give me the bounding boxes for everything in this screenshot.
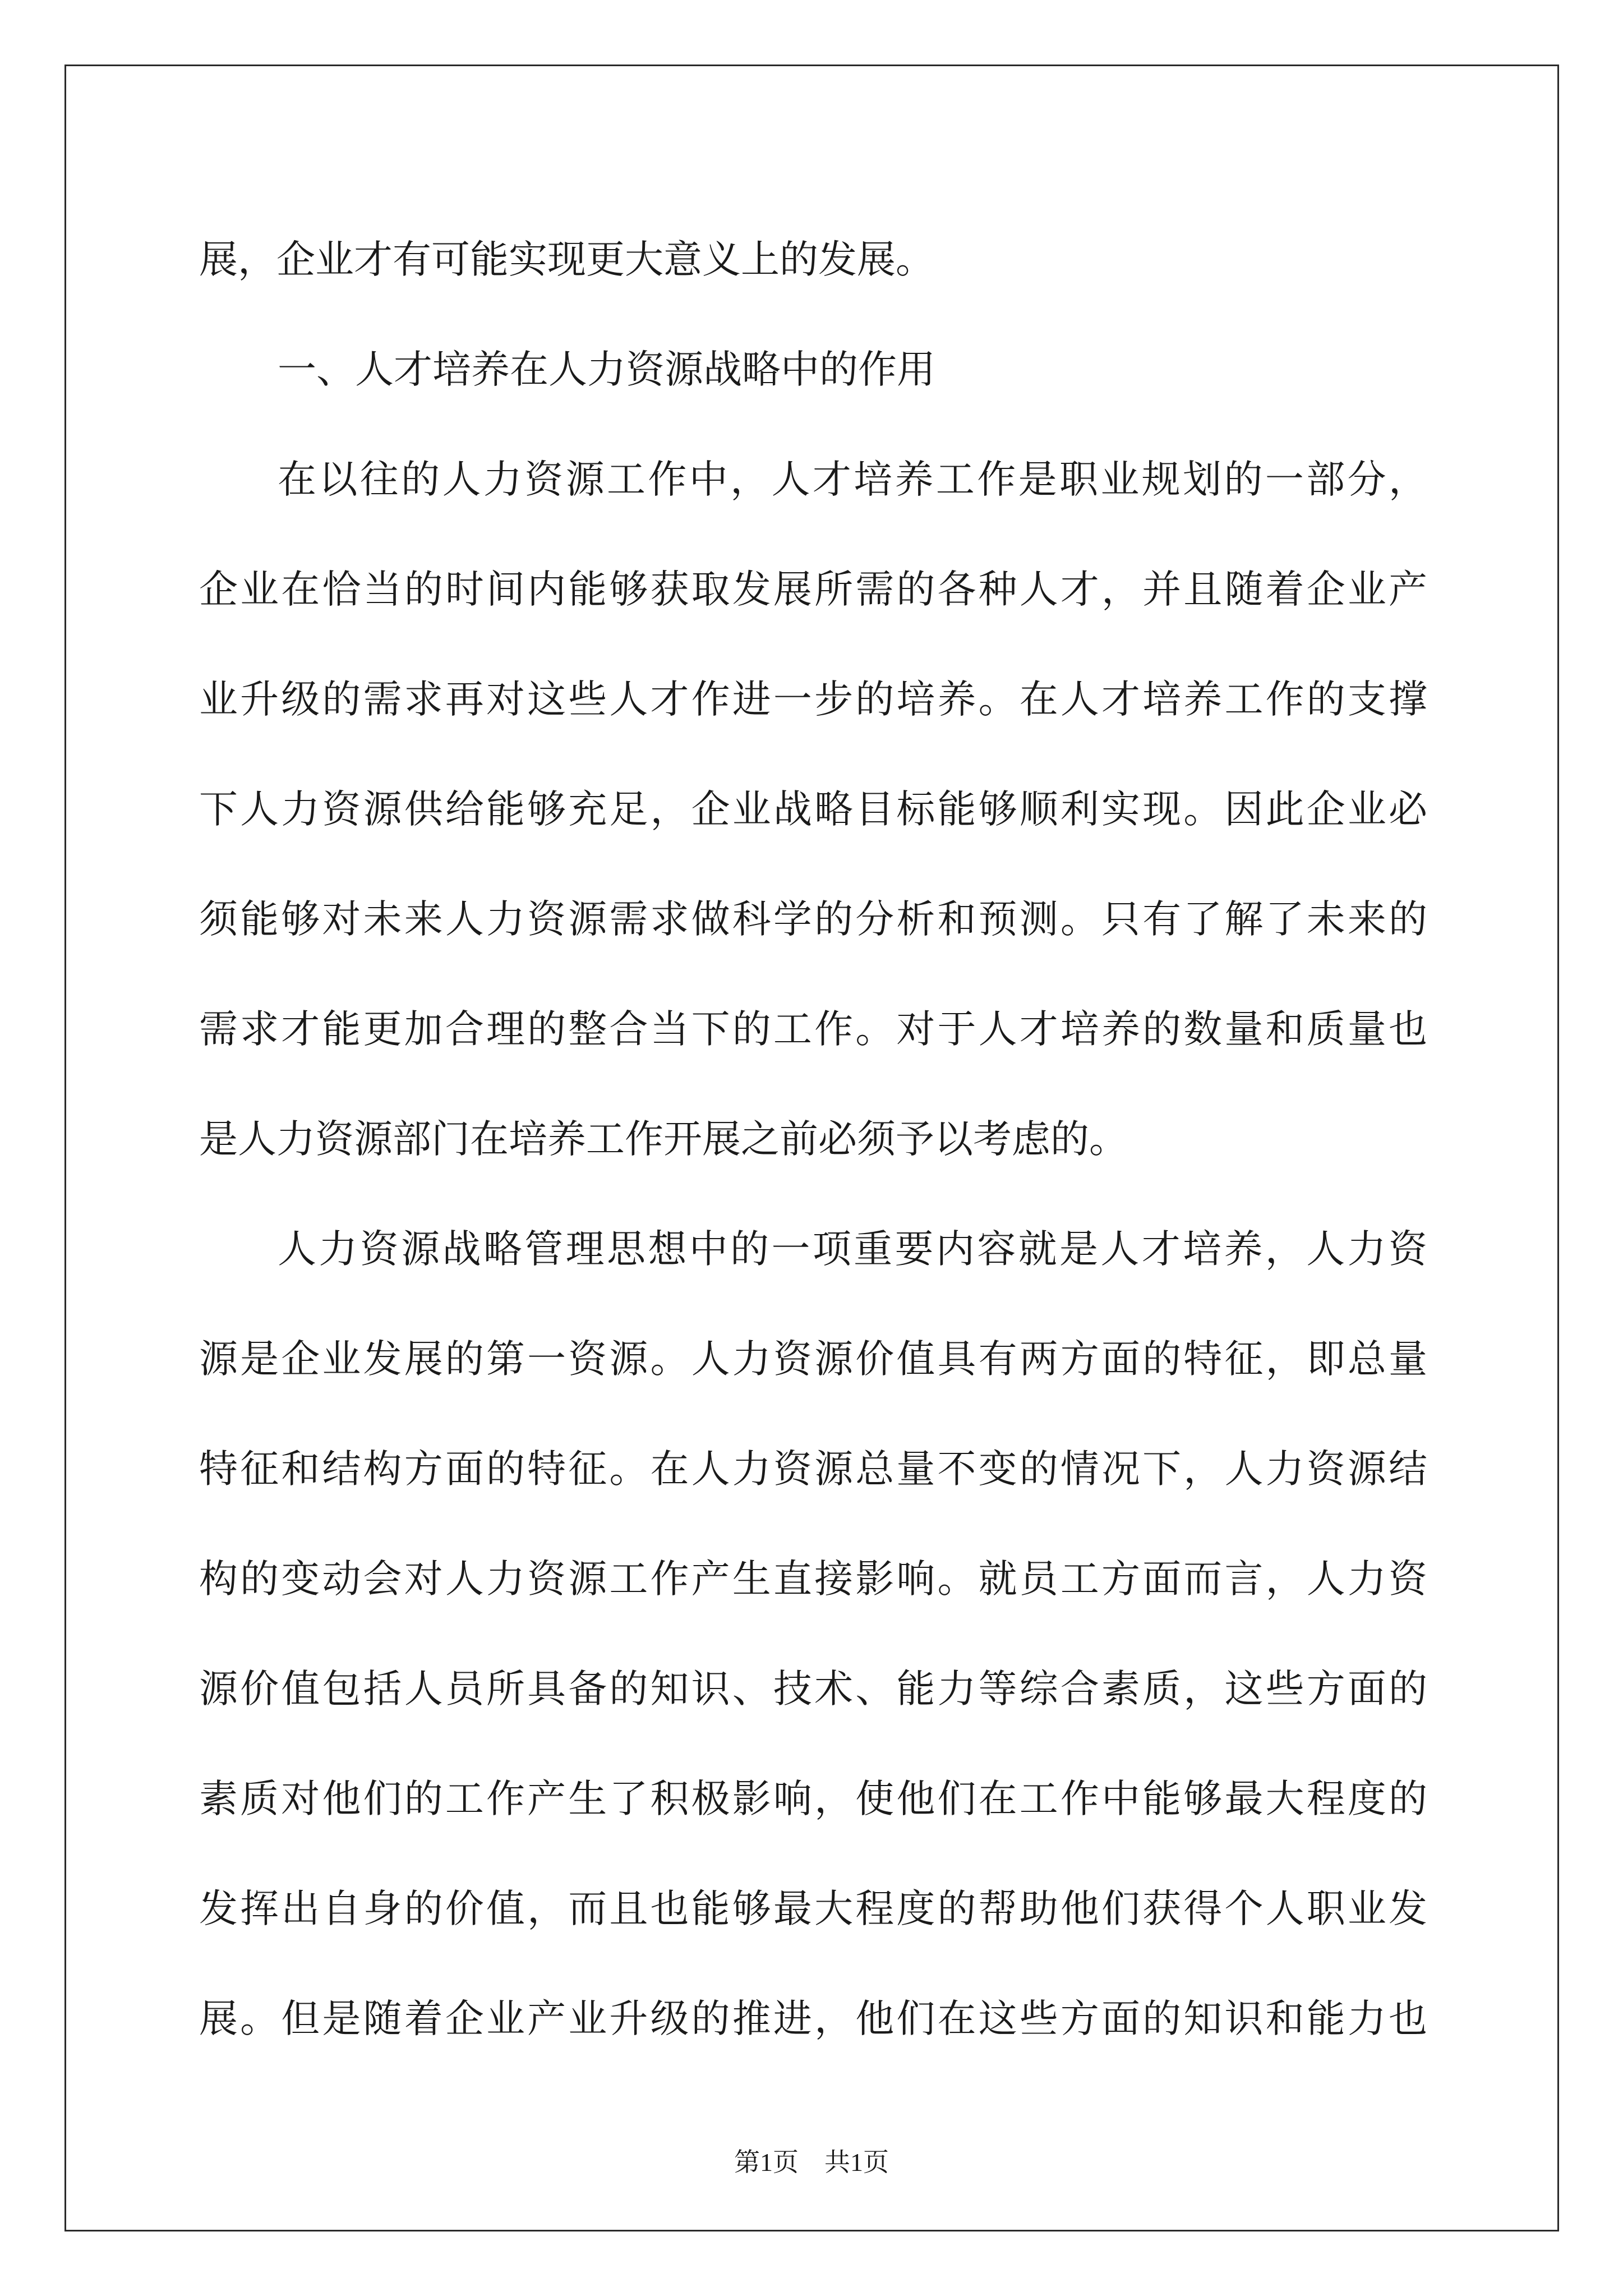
text-line: 在以往的人力资源工作中，人才培养工作是职业规划的一部分， xyxy=(278,457,1427,502)
text-line: 一、人才培养在人力资源战略中的作用 xyxy=(278,347,935,392)
text-line: 需求才能更加合理的整合当下的工作。对于人才培养的数量和质量也 xyxy=(199,1007,1427,1052)
text-line: 是人力资源部门在培养工作开展之前必须予以考虑的。 xyxy=(199,1117,1128,1162)
text-line: 业升级的需求再对这些人才作进一步的培养。在人才培养工作的支撑 xyxy=(199,677,1427,722)
text-line: 源是企业发展的第一资源。人力资源价值具有两方面的特征，即总量 xyxy=(199,1337,1427,1382)
text-line: 展，企业才有可能实现更大意义上的发展。 xyxy=(199,237,934,282)
text-line: 下人力资源供给能够充足，企业战略目标能够顺利实现。因此企业必 xyxy=(199,787,1427,832)
page-number: 第1页 共1页 xyxy=(734,2148,889,2177)
document-body xyxy=(199,205,1427,2074)
text-line: 发挥出自身的价值，而且也能够最大程度的帮助他们获得个人职业发 xyxy=(199,1887,1427,1931)
text-line: 素质对他们的工作产生了积极影响，使他们在工作中能够最大程度的 xyxy=(199,1777,1427,1821)
text-line: 人力资源战略管理思想中的一项重要内容就是人才培养，人力资 xyxy=(278,1227,1427,1272)
text-line: 须能够对未来人力资源需求做科学的分析和预测。只有了解了未来的 xyxy=(199,897,1427,942)
text-line: 企业在恰当的时间内能够获取发展所需的各种人才，并且随着企业产 xyxy=(199,567,1427,612)
text-line: 展。但是随着企业产业升级的推进，他们在这些方面的知识和能力也 xyxy=(199,1996,1427,2041)
text-line: 源价值包括人员所具备的知识、技术、能力等综合素质，这些方面的 xyxy=(199,1667,1427,1711)
text-line: 特征和结构方面的特征。在人力资源总量不变的情况下，人力资源结 xyxy=(199,1447,1427,1492)
text-line: 构的变动会对人力资源工作产生直接影响。就员工方面而言，人力资 xyxy=(199,1557,1427,1602)
